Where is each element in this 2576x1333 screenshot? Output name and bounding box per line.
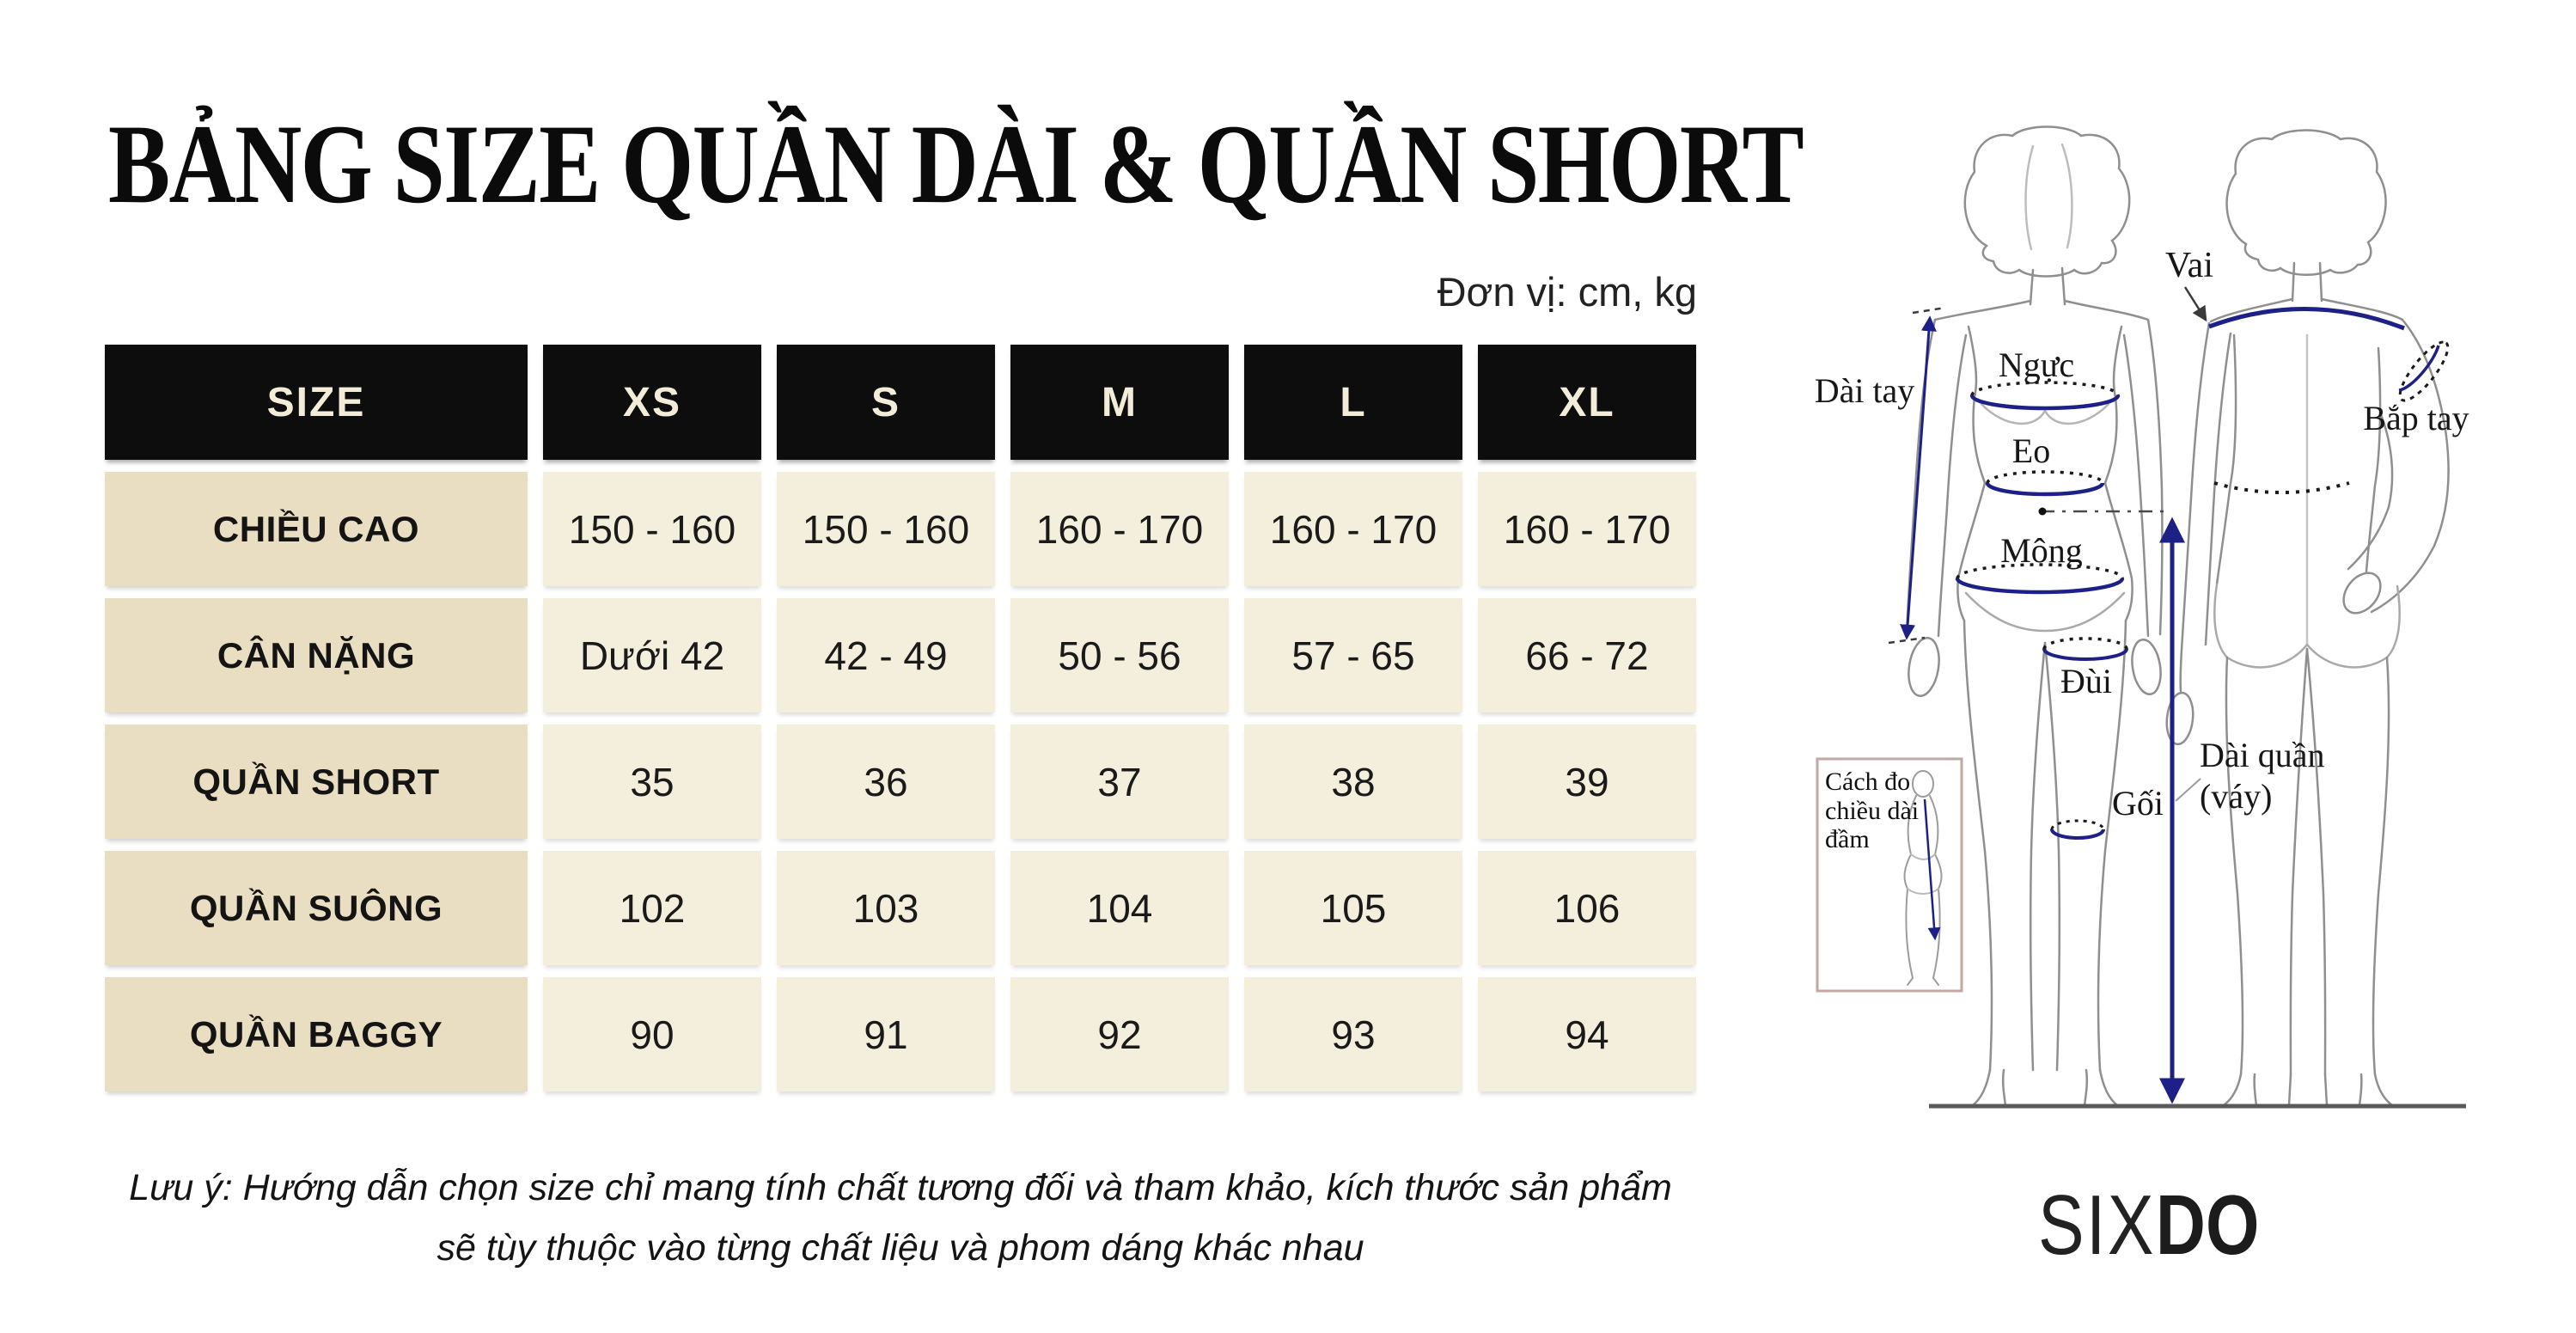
col-header-xs: XS: [543, 345, 761, 460]
row-label-quan-baggy: QUẦN BAGGY: [105, 977, 528, 1091]
label-vay: (váy): [2200, 777, 2273, 816]
label-mong: Mông: [2000, 531, 2083, 570]
table-cell: 150 - 160: [777, 472, 995, 586]
label-bap-tay: Bắp tay: [2363, 399, 2469, 437]
table-cell: 92: [1010, 977, 1229, 1091]
label-eo: Eo: [2011, 431, 2051, 470]
label-goi: Gối: [2112, 784, 2164, 822]
table-cell: 35: [543, 725, 761, 839]
table-cell: 102: [543, 851, 761, 965]
measurement-diagram: [1760, 43, 2576, 1169]
table-cell: 104: [1010, 851, 1229, 965]
label-nguc: Ngực: [1998, 345, 2075, 384]
table-cell: 50 - 56: [1010, 598, 1229, 712]
table-cell: 66 - 72: [1478, 598, 1696, 712]
table-cell: 36: [777, 725, 995, 839]
row-label-chieu-cao: CHIỀU CAO: [105, 472, 528, 586]
label-dai-tay: Dài tay: [1814, 371, 1915, 410]
table-cell: 150 - 160: [543, 472, 761, 586]
row-label-quan-short: QUẦN SHORT: [105, 725, 528, 839]
page-title: BẢNG SIZE QUẦN DÀI & QUẦN SHORT: [108, 101, 1804, 227]
table-cell: Dưới 42: [543, 598, 761, 712]
inset-caption: Cách đo chiều dài đầm: [1825, 767, 1920, 854]
table-cell: 39: [1478, 725, 1696, 839]
table-cell: 160 - 170: [1478, 472, 1696, 586]
table-cell: 160 - 170: [1244, 472, 1462, 586]
row-label-can-nang: CÂN NẶNG: [105, 598, 528, 712]
table-cell: 105: [1244, 851, 1462, 965]
table-cell: 93: [1244, 977, 1462, 1091]
logo-six: SIX: [2038, 1177, 2156, 1272]
table-cell: 103: [777, 851, 995, 965]
table-cell: 160 - 170: [1010, 472, 1229, 586]
label-vai: Vai: [2165, 246, 2213, 285]
table-cell: 57 - 65: [1244, 598, 1462, 712]
row-label-quan-suong: QUẦN SUÔNG: [105, 851, 528, 965]
col-header-s: S: [777, 345, 995, 460]
unit-note: Đơn vị: cm, kg: [1437, 269, 1697, 315]
table-cell: 90: [543, 977, 761, 1091]
col-header-m: M: [1010, 345, 1229, 460]
col-header-xl: XL: [1478, 345, 1696, 460]
label-dai-quan: Dài quần: [2200, 736, 2325, 774]
footnote: [105, 1159, 1696, 1278]
table-cell: 91: [777, 977, 995, 1091]
size-table: [105, 345, 1696, 1091]
table-cell: 38: [1244, 725, 1462, 839]
footnote-line-1: Lưu ý: Hướng dẫn chọn size chỉ mang tính chất tương đối và tham khảo, kích thước sản phẩm: [129, 1167, 1672, 1208]
brand-logo: [2038, 1177, 2260, 1272]
col-header-l: L: [1244, 345, 1462, 460]
col-header-size: SIZE: [105, 345, 528, 460]
table-cell: 106: [1478, 851, 1696, 965]
logo-do: DO: [2155, 1177, 2260, 1272]
table-cell: 37: [1010, 725, 1229, 839]
label-dui: Đùi: [2060, 662, 2112, 700]
table-cell: 94: [1478, 977, 1696, 1091]
footnote-line-2: sẽ tùy thuộc vào từng chất liệu và phom dáng khác nhau: [436, 1226, 1364, 1269]
table-cell: 42 - 49: [777, 598, 995, 712]
